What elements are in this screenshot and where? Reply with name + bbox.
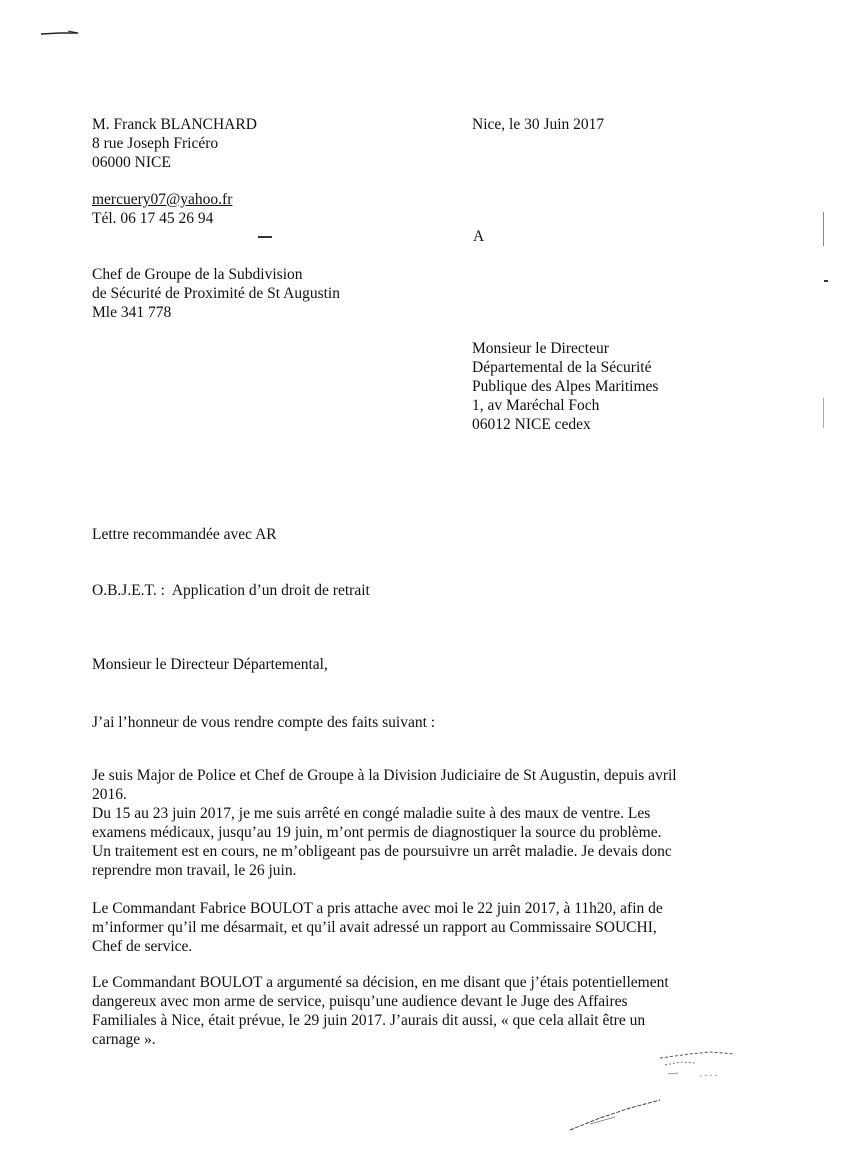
- sender-phone: Tél. 06 17 45 26 94: [92, 210, 214, 227]
- paragraph-line: 2016.: [92, 786, 127, 803]
- sender-street: 8 rue Joseph Fricéro: [92, 135, 219, 152]
- paragraph-line: dangereux avec mon arme de service, puisqu’une audience devant le Juge des Affaires: [92, 993, 628, 1010]
- scan-artifact-top-left: [40, 28, 80, 38]
- letter-date: Nice, le 30 Juin 2017: [472, 116, 605, 133]
- sender-role-line: Chef de Groupe de la Subdivision: [92, 266, 303, 283]
- sender-email: mercuery07@yahoo.fr: [92, 191, 233, 208]
- recipient-line: Publique des Alpes Maritimes: [472, 378, 659, 395]
- scan-artifact-right-dot: [824, 280, 828, 282]
- body-paragraph-3: [92, 899, 706, 956]
- handwritten-initials: [560, 1040, 750, 1140]
- sender-role-block: [92, 265, 340, 322]
- recipient-line: 1, av Maréchal Foch: [472, 397, 600, 414]
- paragraph-line: Un traitement est en cours, ne m’obligeant pas de poursuivre un arrêt maladie. Je devais donc: [92, 843, 672, 860]
- body-paragraph-4: [92, 973, 706, 1049]
- paragraph-line: examens médicaux, jusqu’au 19 juin, m’ont permis de diagnostiquer la source du problème.: [92, 824, 662, 841]
- scan-artifact-dash: [258, 236, 272, 238]
- paragraph-line: Le Commandant Fabrice BOULOT a pris attache avec moi le 22 juin 2017, à 11h20, afin de: [92, 900, 663, 917]
- scan-artifact-right-edge: [823, 212, 824, 246]
- paragraph-line: Je suis Major de Police et Chef de Groupe à la Division Judiciaire de St Augustin, depuis avril: [92, 767, 677, 784]
- sender-block: [92, 115, 257, 228]
- subject-label: O.B.J.E.T. :: [92, 582, 165, 599]
- sender-matricule: Mle 341 778: [92, 304, 172, 321]
- subject-text: Application d’un droit de retrait: [171, 582, 370, 599]
- recipient-line: 06012 NICE cedex: [472, 416, 591, 433]
- sender-city: 06000 NICE: [92, 154, 171, 171]
- paragraph-line: m’informer qu’il me désarmait, et qu’il avait adressé un rapport au Commissaire SOUCHI,: [92, 919, 657, 936]
- paragraph-line: Familiales à Nice, était prévue, le 29 juin 2017. J’aurais dit aussi, « que cela allait être un: [92, 1012, 646, 1029]
- recipient-line: Monsieur le Directeur: [472, 340, 609, 357]
- body-paragraph-2: [92, 804, 706, 880]
- to-marker: A: [473, 228, 485, 245]
- scan-artifact-right-edge-2: [823, 398, 824, 428]
- intro-sentence: J’ai l’honneur de vous rendre compte des faits suivant :: [92, 714, 436, 731]
- body-paragraph-1: [92, 766, 706, 804]
- sender-name: M. Franck BLANCHARD: [92, 116, 257, 133]
- paragraph-line: carnage ».: [92, 1031, 156, 1048]
- recipient-block: [472, 339, 658, 434]
- salutation: Monsieur le Directeur Départemental,: [92, 656, 328, 673]
- paragraph-line: Chef de service.: [92, 938, 193, 955]
- paragraph-line: Le Commandant BOULOT a argumenté sa décision, en me disant que j’étais potentiellement: [92, 974, 669, 991]
- sender-role-line: de Sécurité de Proximité de St Augustin: [92, 285, 340, 302]
- paragraph-line: reprendre mon travail, le 26 juin.: [92, 862, 297, 879]
- recipient-line: Départemental de la Sécurité: [472, 359, 652, 376]
- paragraph-line: Du 15 au 23 juin 2017, je me suis arrêté en congé maladie suite à des maux de ventre. Les: [92, 805, 651, 822]
- mail-type: Lettre recommandée avec AR: [92, 526, 277, 543]
- subject-line: [92, 581, 370, 600]
